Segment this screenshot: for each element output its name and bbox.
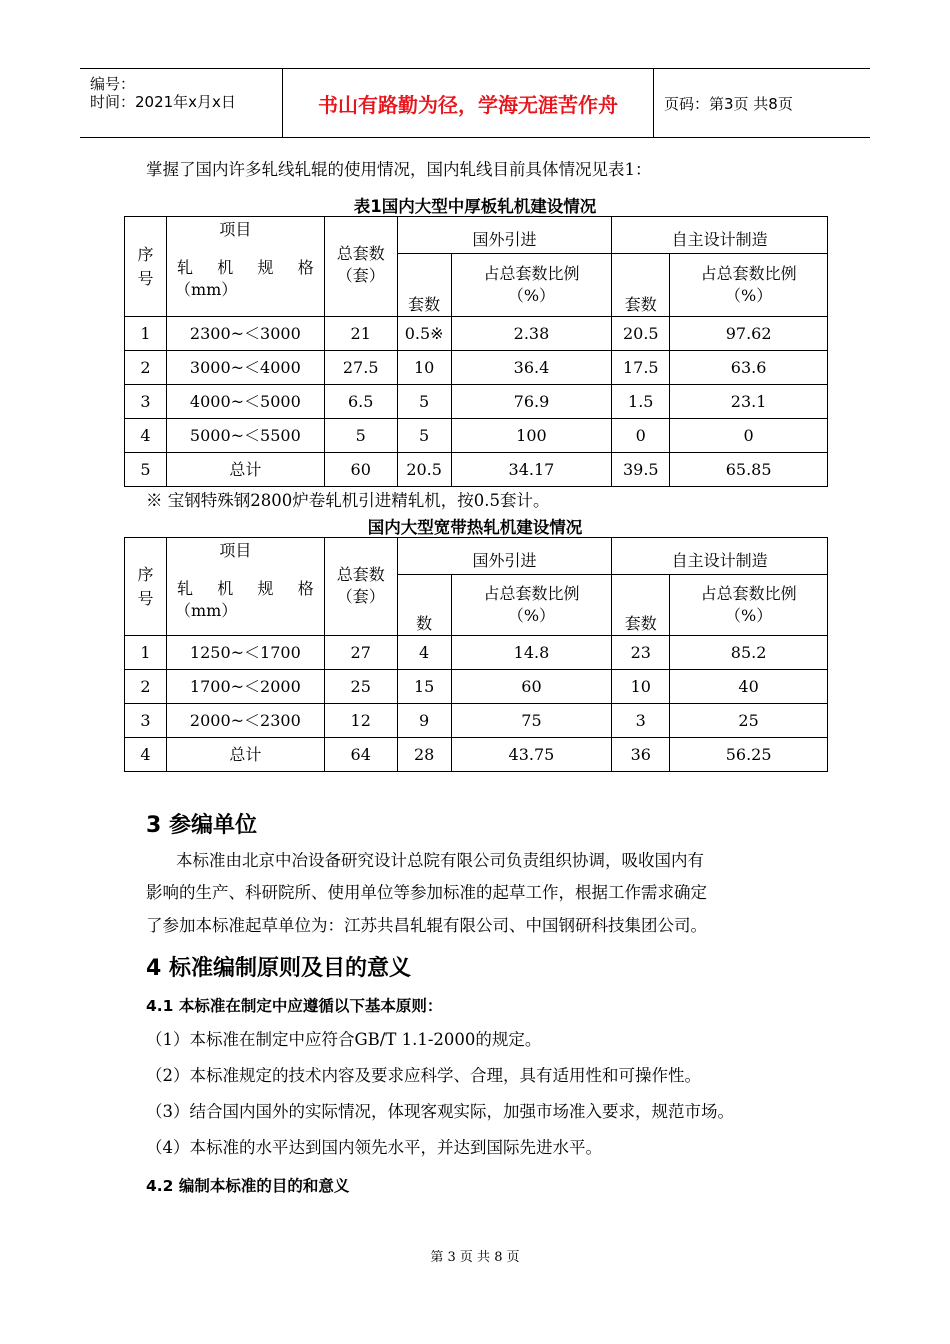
table2-header-domestic-ratio: 占总套数比例 （%） bbox=[670, 575, 828, 636]
table2-caption: 国内大型宽带热轧机建设情况 bbox=[367, 518, 583, 537]
page-header bbox=[80, 68, 870, 138]
section4-heading: 4 标准编制原则及目的意义 bbox=[146, 956, 411, 981]
table2-header-foreign-ratio: 占总套数比例 （%） bbox=[451, 575, 612, 636]
table2-header-foreign-count: 数 bbox=[397, 575, 451, 636]
section3-line: 本标准由北京中冶设备研究设计总院有限公司负责组织协调，吸收国内有 bbox=[176, 851, 704, 870]
intro-paragraph: 掌握了国内许多轧线轧辊的使用情况，国内轧线目前具体情况见表1： bbox=[146, 160, 652, 179]
table-row: 1 1250~＜1700 27 4 14.8 23 85.2 bbox=[125, 636, 828, 670]
table1-header-seq: 序号 bbox=[125, 217, 167, 317]
section3-line: 影响的生产、科研院所、使用单位等参加标准的起草工作，根据工作需求确定 bbox=[146, 883, 707, 902]
table1-header-domestic-ratio: 占总套数比例 （%） bbox=[670, 254, 828, 317]
table1-header-domestic-count: 套数 bbox=[612, 254, 670, 317]
table1-header-total: 总套数 （套） bbox=[324, 217, 397, 317]
table-row: 5 总计 60 20.5 34.17 39.5 65.85 bbox=[125, 453, 828, 487]
section3-heading: 3 参编单位 bbox=[146, 813, 257, 838]
document-time-label: 时间：2021年x月x日 bbox=[90, 93, 236, 111]
table-row: 2 1700~＜2000 25 15 60 10 40 bbox=[125, 670, 828, 704]
table-row: 3 2000~＜2300 12 9 75 3 25 bbox=[125, 704, 828, 738]
header-meta bbox=[80, 69, 283, 137]
table2-header-foreign: 国外引进 bbox=[397, 538, 612, 575]
principle-item: （4）本标准的水平达到国内领先水平，并达到国际先进水平。 bbox=[146, 1138, 602, 1157]
table-row: 4 5000~＜5500 5 5 100 0 0 bbox=[125, 419, 828, 453]
table1-caption: 表1国内大型中厚板轧机建设情况 bbox=[353, 197, 597, 216]
table-row: 1 2300~＜3000 21 0.5※ 2.38 20.5 97.62 bbox=[125, 317, 828, 351]
table1-header-foreign-ratio: 占总套数比例 （%） bbox=[451, 254, 612, 317]
principle-item: （1）本标准在制定中应符合GB/T 1.1-2000的规定。 bbox=[146, 1030, 542, 1049]
table2 bbox=[124, 537, 828, 772]
table2-header-seq: 序号 bbox=[125, 538, 167, 636]
table1 bbox=[124, 216, 828, 487]
table2-header-domestic: 自主设计制造 bbox=[612, 538, 828, 575]
principle-item: （2）本标准规定的技术内容及要求应科学、合理，具有适用性和可操作性。 bbox=[146, 1066, 701, 1085]
header-motto: 书山有路勤为径，学海无涯苦作舟 bbox=[283, 69, 654, 137]
table2-header-domestic-count: 套数 bbox=[612, 575, 670, 636]
table-row: 4 总计 64 28 43.75 36 56.25 bbox=[125, 738, 828, 772]
page-footer: 第 3 页 共 8 页 bbox=[430, 1250, 520, 1265]
principle-item: （3）结合国内国外的实际情况，体现客观实际，加强市场准入要求，规范市场。 bbox=[146, 1102, 734, 1121]
document-number-label: 编号： bbox=[90, 75, 136, 93]
table2-header-total: 总套数 （套） bbox=[324, 538, 397, 636]
section3-line: 了参加本标准起草单位为：江苏共昌轧辊有限公司、中国钢研科技集团公司。 bbox=[146, 916, 707, 935]
table1-note: ※ 宝钢特殊钢2800炉卷轧机引进精轧机，按0.5套计。 bbox=[146, 491, 550, 510]
table2-header-item: 项目 轧 机 规 格 （mm） bbox=[166, 538, 324, 636]
table-row: 3 4000~＜5000 6.5 5 76.9 1.5 23.1 bbox=[125, 385, 828, 419]
section4-sub1: 4.1 本标准在制定中应遵循以下基本原则： bbox=[146, 997, 443, 1015]
table1-header-foreign-count: 套数 bbox=[397, 254, 451, 317]
table1-header-domestic: 自主设计制造 bbox=[612, 217, 828, 254]
section4-sub2: 4.2 编制本标准的目的和意义 bbox=[146, 1177, 350, 1195]
table-row: 2 3000~＜4000 27.5 10 36.4 17.5 63.6 bbox=[125, 351, 828, 385]
table1-header-item: 项目 轧 机 规 格 （mm） bbox=[166, 217, 324, 317]
header-page-label: 页码：第3页 共8页 bbox=[664, 95, 793, 113]
table1-header-foreign: 国外引进 bbox=[397, 217, 612, 254]
